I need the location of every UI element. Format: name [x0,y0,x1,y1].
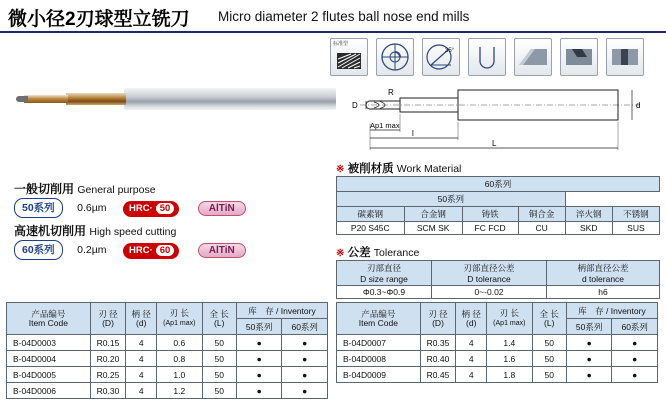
cell-flute-length: 1.8 [487,367,533,383]
cell-total-length: 50 [532,351,566,367]
item-table-right [336,302,658,383]
tol-value: h6 [547,286,660,299]
cell-item-code: B-04D0004 [7,351,91,367]
cell-shank: 4 [126,351,157,367]
helix-angle-label: 35° [445,48,455,54]
wm-col-en: CU [518,222,565,235]
tool-cutting-tip [24,95,68,103]
cell-stock-50: ● [236,335,282,351]
col-inventory-60: 60系列 [282,319,328,335]
tool-neck [66,93,126,105]
wm-col-en: FC FCD [462,222,518,235]
table-row[interactable] [7,351,328,367]
col-inventory-50: 50系列 [566,319,612,335]
col-d-cn: 刃 径 [98,308,118,319]
col-item-code-en: Item Code [358,317,398,328]
cell-flute-length: 1.2 [157,383,203,399]
item-table-left [6,302,328,399]
cell-flute-length: 0.6 [157,335,203,351]
flute-section-icon [376,38,414,76]
wm-col-en: P20 S45C [337,222,405,235]
page-title-en: Micro diameter 2 flutes ball nose end mills [218,9,470,24]
work-material-mark: ※ [336,164,345,175]
cell-total-length: 50 [532,335,566,351]
cell-total-length: 50 [202,335,236,351]
slot-icon [606,38,644,76]
col-shank [456,303,487,335]
cell-stock-60: ● [612,367,658,383]
tol-value: Φ0.3~Φ0.9 [337,286,432,299]
cell-stock-60: ● [612,335,658,351]
col-total-length-cn: 全 长 [209,308,229,319]
cell-d: R0.40 [420,351,456,367]
high-speed-title-en: High speed cutting [89,226,177,238]
tol-header-cn: 刃部直径 [366,263,401,273]
page-header [0,0,666,34]
col-inventory: 库 存 / Inventory [566,303,657,319]
tolerance-mark: ※ [336,248,345,259]
svg-text:l: l [412,129,414,138]
svg-text:d: d [636,101,641,110]
cell-d: R0.20 [90,351,126,367]
svg-text:D: D [352,101,358,110]
cell-flute-length: 0.8 [157,351,203,367]
work-material-heading [336,160,461,176]
col-shank-en: (d) [466,317,477,328]
wm-col-cn: 合金钢 [404,207,462,222]
col-d-en: (D) [102,317,114,328]
col-flute-length-cn: 刃 长 [169,308,190,319]
highspeed-coating-badge: AlTiN [198,243,246,258]
col-flute-length [157,303,203,335]
cell-item-code: B-04D0005 [7,367,91,383]
col-inventory-50: 50系列 [236,319,282,335]
general-purpose-specs [14,198,246,216]
cell-d: R0.15 [90,335,126,351]
table-row[interactable] [7,335,328,351]
ball-nose-icon [468,38,506,76]
col-flute-length-en: (Ap1 max) [493,320,526,328]
tol-value: 0~-0.02 [432,286,547,299]
cell-flute-length: 1.0 [157,367,203,383]
col-shank-cn: 柄 径 [131,308,151,319]
cell-total-length: 50 [202,367,236,383]
col-inventory: 库 存 / Inventory [236,303,327,319]
general-hrc-value: 50 [156,203,175,214]
col-item-code [337,303,421,335]
tolerance-table-wrap [336,260,660,299]
page-title-cn: 微小径2刃球型立铣刀 [8,9,190,30]
col-d-cn: 刃 径 [428,308,448,319]
tol-header-en: D tolerance [467,274,511,284]
col-flute-length-cn: 刃 长 [499,308,520,319]
cell-total-length: 50 [202,351,236,367]
cell-stock-50: ● [566,351,612,367]
cell-stock-60: ● [282,367,328,383]
col-item-code-cn: 产品编号 [31,308,66,319]
cell-stock-50: ● [236,383,282,399]
highspeed-ra-value: 0.2µm [77,244,107,256]
general-ra-value: 0.6µm [77,202,107,214]
cell-total-length: 50 [532,367,566,383]
table-row[interactable] [7,367,328,383]
cell-stock-50: ● [566,335,612,351]
wm-col-en: SCM SK [404,222,462,235]
table-row[interactable] [337,351,658,367]
table-row[interactable] [337,335,658,351]
wm-col-cn: 淬火钢 [565,207,612,222]
cell-shank: 4 [126,383,157,399]
col-total-length [532,303,566,335]
table-row[interactable] [7,383,328,399]
cell-d: R0.35 [420,335,456,351]
cell-item-code: B-04D0009 [337,367,421,383]
col-total-length [202,303,236,335]
cell-shank: 4 [456,335,487,351]
work-material-table [336,176,660,235]
cell-flute-length: 1.4 [487,335,533,351]
general-coating-badge: AlTiN [198,201,246,216]
high-speed-title-cn: 高速机切削用 [14,224,87,238]
cell-d: R0.25 [90,367,126,383]
general-purpose-title [14,180,156,197]
col-inventory-60: 60系列 [612,319,658,335]
cell-stock-60: ● [282,335,328,351]
general-hardness-badge [123,201,179,217]
wm-col-cn: 碳素钢 [337,207,405,222]
work-material-table-wrap [336,176,660,235]
col-d [90,303,126,335]
col-d [420,303,456,335]
chamfer-icon [514,38,552,76]
cell-shank: 4 [126,367,157,383]
technical-drawing [340,78,660,156]
cell-shank: 4 [456,367,487,383]
work-material-title-cn: 被削材质 [347,163,394,175]
cell-flute-length: 1.6 [487,351,533,367]
tol-header [337,261,432,286]
highspeed-series-pill: 60系列 [14,240,63,260]
col-flute-length [487,303,533,335]
cell-stock-50: ● [566,367,612,383]
work-material-title-en: Work Material [396,163,462,175]
table-row[interactable] [337,367,658,383]
cell-d: R0.30 [90,383,126,399]
coating-icon-label: 标准型 [333,41,349,47]
wm-col-cn: 铸铁 [462,207,518,222]
cell-item-code: B-04D0006 [7,383,91,399]
wm-col-en: SUS [612,222,659,235]
pocket-icon [560,38,598,76]
tol-header-en: D size range [360,274,408,284]
wm-group-sub: 50系列 [337,192,566,207]
wm-col-en: SKD [565,222,612,235]
cell-shank: 4 [126,335,157,351]
cell-stock-50: ● [236,351,282,367]
cell-stock-60: ● [282,383,328,399]
tool-photo [6,48,336,152]
cell-stock-60: ● [282,351,328,367]
cell-item-code: B-04D0003 [7,335,91,351]
general-hrc-prefix: HRC· [129,203,153,214]
col-item-code-cn: 产品编号 [361,308,396,319]
highspeed-hrc-value: 60 [156,245,175,256]
col-item-code-en: Item Code [28,317,68,328]
col-flute-length-en: (Ap1 max) [163,320,196,328]
highspeed-hrc-prefix: HRC· [129,245,153,256]
wm-group-top: 60系列 [337,177,660,192]
tolerance-table [336,260,660,299]
general-purpose-title-en: General purpose [77,184,156,196]
header-divider [0,31,666,33]
col-shank-cn: 柄 径 [461,308,481,319]
cell-item-code: B-04D0008 [337,351,421,367]
col-d-en: (D) [432,317,444,328]
wm-col-cn: 铜合金 [518,207,565,222]
high-speed-title [14,222,176,239]
svg-text:R: R [388,88,394,97]
general-purpose-title-cn: 一般切削用 [14,182,75,196]
tolerance-title-cn: 公差 [347,247,371,259]
cell-d: R0.45 [420,367,456,383]
tolerance-heading [336,244,419,260]
cell-stock-50: ● [236,367,282,383]
tol-header [547,261,660,286]
wm-col-cn: 不锈钢 [612,207,659,222]
cell-stock-60: ● [612,351,658,367]
col-item-code [7,303,91,335]
cell-total-length: 50 [202,383,236,399]
tolerance-title-en: Tolerance [373,247,420,259]
tool-ball-nose [16,96,28,102]
svg-text:Ap1 max: Ap1 max [370,121,400,130]
col-total-length-cn: 全 长 [539,308,559,319]
col-shank-en: (d) [136,317,147,328]
tol-header-cn: 刃部直径公差 [463,263,515,273]
general-series-pill: 50系列 [14,198,63,218]
highspeed-hardness-badge [123,243,179,259]
cell-item-code: B-04D0007 [337,335,421,351]
feature-icon-strip [330,38,660,76]
col-total-length-en: (L) [214,317,225,328]
tol-header-cn: 柄部直径公差 [577,263,629,273]
col-shank [126,303,157,335]
col-total-length-en: (L) [544,317,555,328]
helix-angle-icon [422,38,460,76]
tol-header [432,261,547,286]
tool-shank [124,88,336,110]
svg-text:L: L [492,139,497,148]
cell-shank: 4 [456,351,487,367]
high-speed-specs [14,240,246,258]
tol-header-en: d tolerance [581,274,625,284]
